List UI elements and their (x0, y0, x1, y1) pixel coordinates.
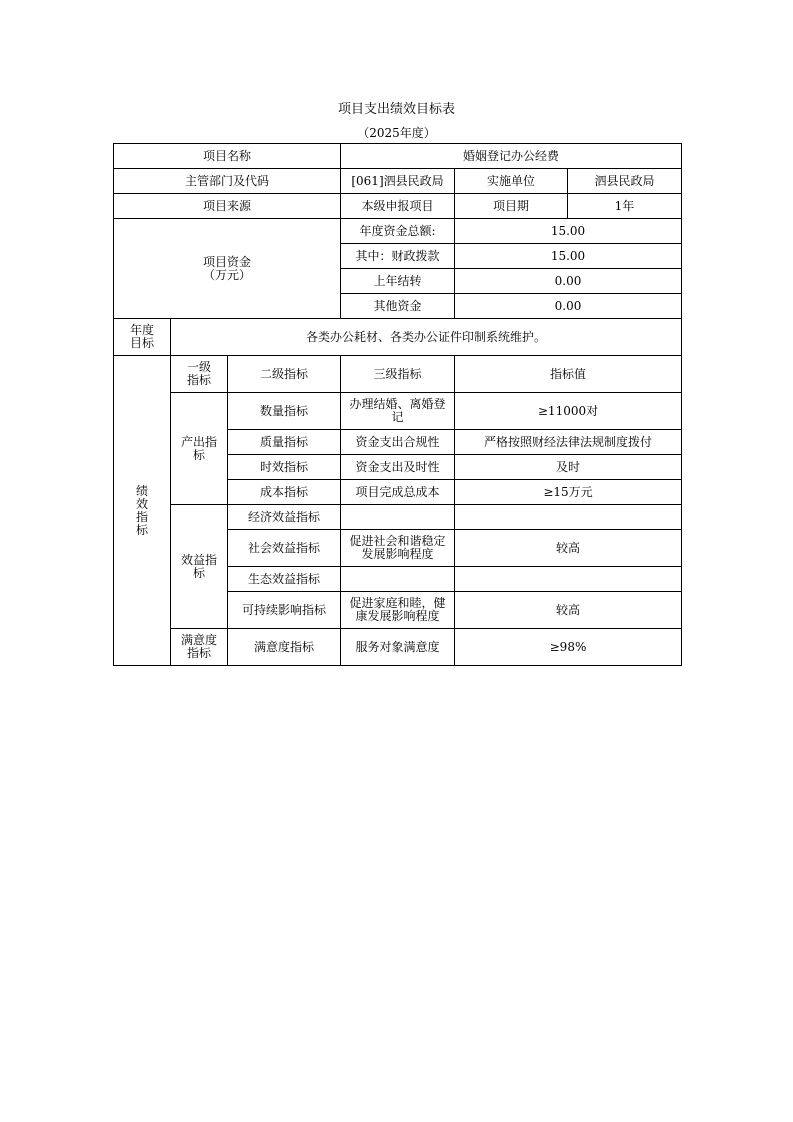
level3-line2: 康发展影响程度 (355, 609, 440, 623)
department-value: [061]泗县民政局 (341, 169, 455, 194)
level3-line1: 办理结婚、离婚登 (349, 397, 446, 411)
level2-cell: 可持续影响指标 (228, 592, 341, 629)
indicator-value-cell: 及时 (455, 455, 682, 480)
level1-header-line1: 一级 (186, 360, 211, 374)
project-name-value: 婚姻登记办公经费 (341, 144, 682, 169)
indicator-value-cell: ≥15万元 (455, 480, 682, 505)
level2-cell: 满意度指标 (228, 629, 341, 666)
level2-header: 二级指标 (228, 356, 341, 393)
indicator-value-cell: ≥11000对 (455, 393, 682, 430)
level2-cell: 经济效益指标 (228, 505, 341, 530)
output-label-line1: 产出指 (180, 434, 217, 449)
project-name-label: 项目名称 (114, 144, 341, 169)
perf-label-char: 指 (135, 509, 148, 524)
total-funds-label: 年度资金总额: (341, 219, 455, 244)
perf-label-char: 标 (135, 522, 148, 537)
level2-cell: 成本指标 (228, 480, 341, 505)
goal-label-line1: 年度 (129, 323, 154, 337)
project-funds-label (114, 219, 341, 319)
row-funds-total (114, 219, 682, 244)
indicator-value-cell (455, 567, 682, 592)
level2-cell: 社会效益指标 (228, 530, 341, 567)
level3-cell (341, 567, 455, 592)
funds-label-line2: （万元） (202, 267, 251, 282)
benefit-indicator-label (171, 505, 228, 629)
goal-label-line2: 目标 (129, 336, 154, 350)
table-row (114, 393, 682, 430)
row-annual-goal (114, 319, 682, 356)
benefit-label-line1: 效益指 (180, 552, 217, 567)
indicator-value-cell (455, 505, 682, 530)
level3-cell: 资金支出及时性 (341, 455, 455, 480)
annual-goal-label (114, 319, 171, 356)
level3-header: 三级指标 (341, 356, 455, 393)
project-period-value: 1年 (568, 194, 682, 219)
page-subtitle: （2025年度） (357, 126, 436, 140)
indicator-value-cell: ≥98% (455, 629, 682, 666)
level3-cell: 资金支出合规性 (341, 430, 455, 455)
department-label: 主管部门及代码 (114, 169, 341, 194)
level2-cell: 生态效益指标 (228, 567, 341, 592)
funds-label-line1: 项目资金 (202, 254, 251, 269)
carryover-funds-value: 0.00 (455, 269, 682, 294)
level3-cell: 项目完成总成本 (341, 480, 455, 505)
perf-label-char: 绩 (135, 483, 148, 498)
output-indicator-label (171, 393, 228, 505)
output-label-line2: 标 (192, 447, 205, 462)
indicator-value-header: 指标值 (455, 356, 682, 393)
level1-header-line2: 指标 (186, 373, 211, 387)
carryover-funds-label: 上年结转 (341, 269, 455, 294)
page-title: 项目支出绩效目标表 (337, 102, 455, 117)
benefit-label-line2: 标 (192, 565, 205, 580)
performance-target-table (113, 143, 682, 666)
project-source-label: 项目来源 (114, 194, 341, 219)
level3-cell: 服务对象满意度 (341, 629, 455, 666)
satisfaction-label-line2: 指标 (186, 646, 211, 660)
level3-line1: 促进社会和谐稳定 (349, 534, 446, 548)
performance-indicator-label (114, 356, 171, 666)
table-row (114, 629, 682, 666)
indicator-value-cell: 较高 (455, 530, 682, 567)
level2-cell: 质量指标 (228, 430, 341, 455)
indicator-value-cell: 严格按照财经法律法规制度拨付 (455, 430, 682, 455)
indicator-value-cell: 较高 (455, 592, 682, 629)
other-funds-value: 0.00 (455, 294, 682, 319)
level3-line1: 促进家庭和睦，健 (349, 596, 446, 610)
table-row (114, 505, 682, 530)
level1-header (171, 356, 228, 393)
level2-cell: 时效指标 (228, 455, 341, 480)
level3-line2: 发展影响程度 (361, 547, 434, 561)
perf-label-char: 效 (135, 496, 148, 511)
fiscal-funds-value: 15.00 (455, 244, 682, 269)
implementing-unit-label: 实施单位 (455, 169, 568, 194)
total-funds-value: 15.00 (455, 219, 682, 244)
fiscal-funds-label: 其中：财政拨款 (341, 244, 455, 269)
row-indicator-header (114, 356, 682, 393)
project-source-value: 本级申报项目 (341, 194, 455, 219)
level3-cell (341, 393, 455, 430)
level3-cell (341, 505, 455, 530)
level3-cell (341, 530, 455, 567)
annual-goal-text: 各类办公耗材、各类办公证件印制系统维护。 (171, 319, 682, 356)
level3-cell (341, 592, 455, 629)
satisfaction-label-line1: 满意度 (180, 633, 217, 647)
satisfaction-indicator-label (171, 629, 228, 666)
row-source (114, 194, 682, 219)
level2-cell: 数量指标 (228, 393, 341, 430)
project-period-label: 项目期 (455, 194, 568, 219)
row-project-name (114, 144, 682, 169)
implementing-unit-value: 泗县民政局 (568, 169, 682, 194)
row-department (114, 169, 682, 194)
level3-line2: 记 (391, 410, 404, 424)
other-funds-label: 其他资金 (341, 294, 455, 319)
